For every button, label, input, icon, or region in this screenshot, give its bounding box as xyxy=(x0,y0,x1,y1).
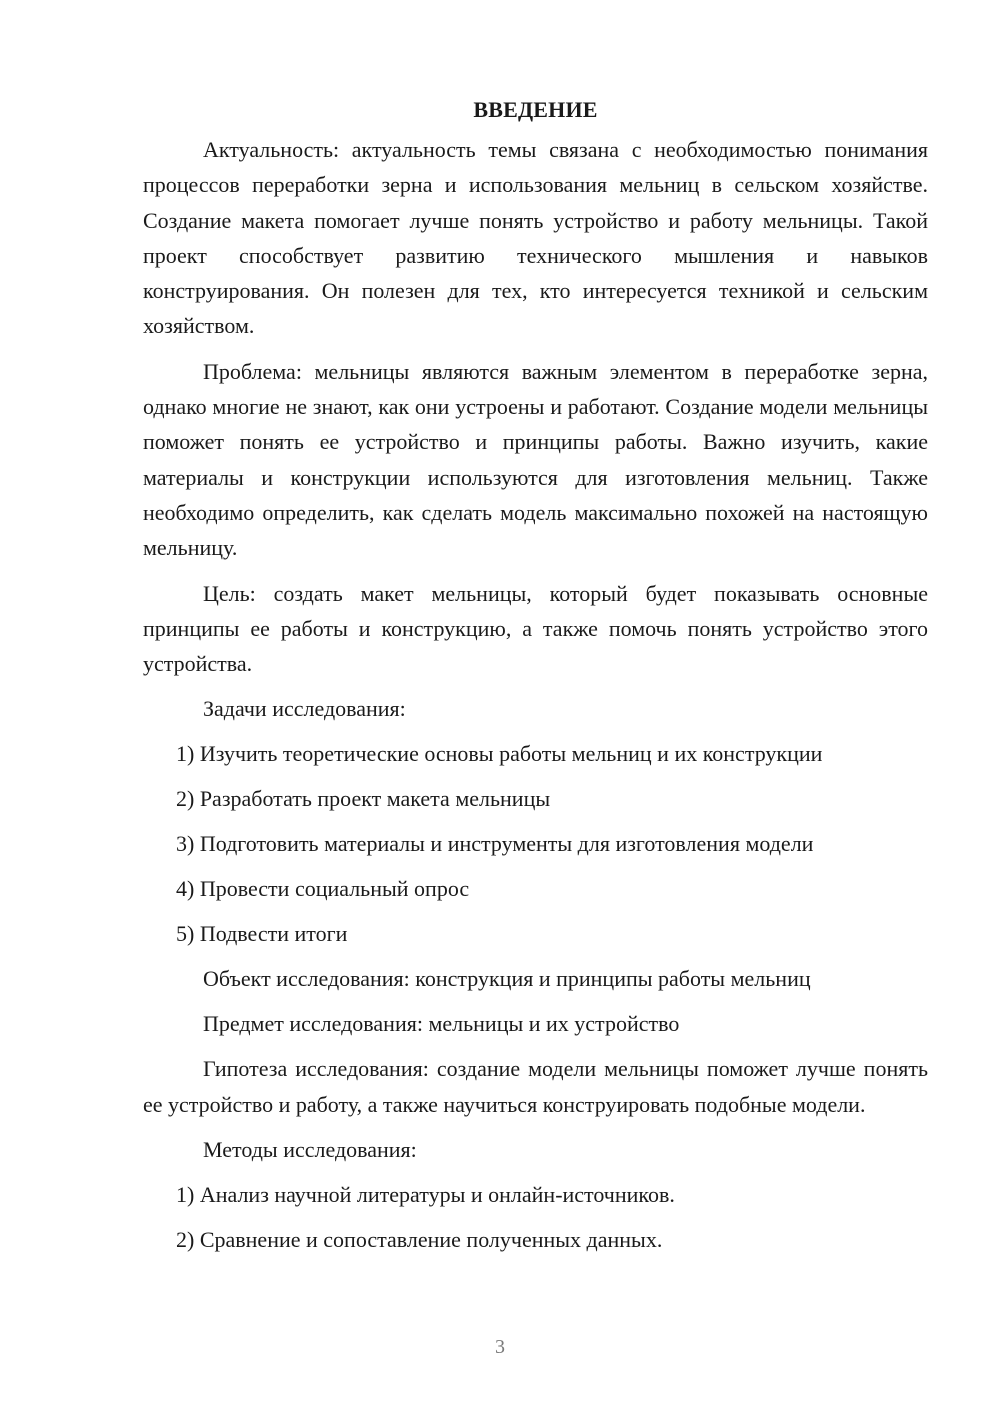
hypothesis-paragraph: Гипотеза исследования: создание модели мельницы поможет лучше понять ее устройство и работу, а также научиться конструировать подобные модели. xyxy=(143,1056,928,1117)
section-heading: ВВЕДЕНИЕ xyxy=(473,97,598,122)
task-item-4: 4) Провести социальный опрос xyxy=(176,876,470,902)
problem-paragraph: Проблема: мельницы являются важным элементом в переработке зерна, однако многие не знают, как они устроены и работают. Создание модели мельницы поможет понять ее устройство и принципы работы. Важно изучить, какие материалы и конструкции используются для изготовления мельниц. Также необходимо определить, как сделать модель максимально похожей на настоящую мельницу. xyxy=(143,358,928,561)
task-item-2: 2) Разработать проект макета мельницы xyxy=(176,786,551,812)
task-item-1: 1) Изучить теоретические основы работы мельниц и их конструкции xyxy=(176,741,823,767)
research-subject: Предмет исследования: мельницы и их устройство xyxy=(203,1011,680,1037)
method-item-2: 2) Сравнение и сопоставление полученных данных. xyxy=(176,1227,663,1253)
task-item-5: 5) Подвести итоги xyxy=(176,921,348,947)
document-page xyxy=(143,92,928,1267)
task-item-3: 3) Подготовить материалы и инструменты для изготовления модели xyxy=(176,831,814,857)
tasks-heading: Задачи исследования: xyxy=(203,696,406,722)
page-number: 3 xyxy=(495,1336,505,1358)
goal-paragraph: Цель: создать макет мельницы, который будет показывать основные принципы ее работы и конструкцию, а также помочь понять устройство этого устройства. xyxy=(143,580,928,677)
methods-heading: Методы исследования: xyxy=(203,1137,417,1163)
research-object: Объект исследования: конструкция и принципы работы мельниц xyxy=(203,966,811,992)
relevance-paragraph: Актуальность: актуальность темы связана с необходимостью понимания процессов переработки зерна и использования мельниц в сельском хозяйстве. Создание макета помогает лучше понять устройство и работу мельницы. Такой проект способствует развитию технического мышления и навыков конструирования. Он полезен для тех, кто интересуется техникой и сельским хозяйством. xyxy=(143,137,928,339)
method-item-1: 1) Анализ научной литературы и онлайн-источников. xyxy=(176,1182,675,1208)
